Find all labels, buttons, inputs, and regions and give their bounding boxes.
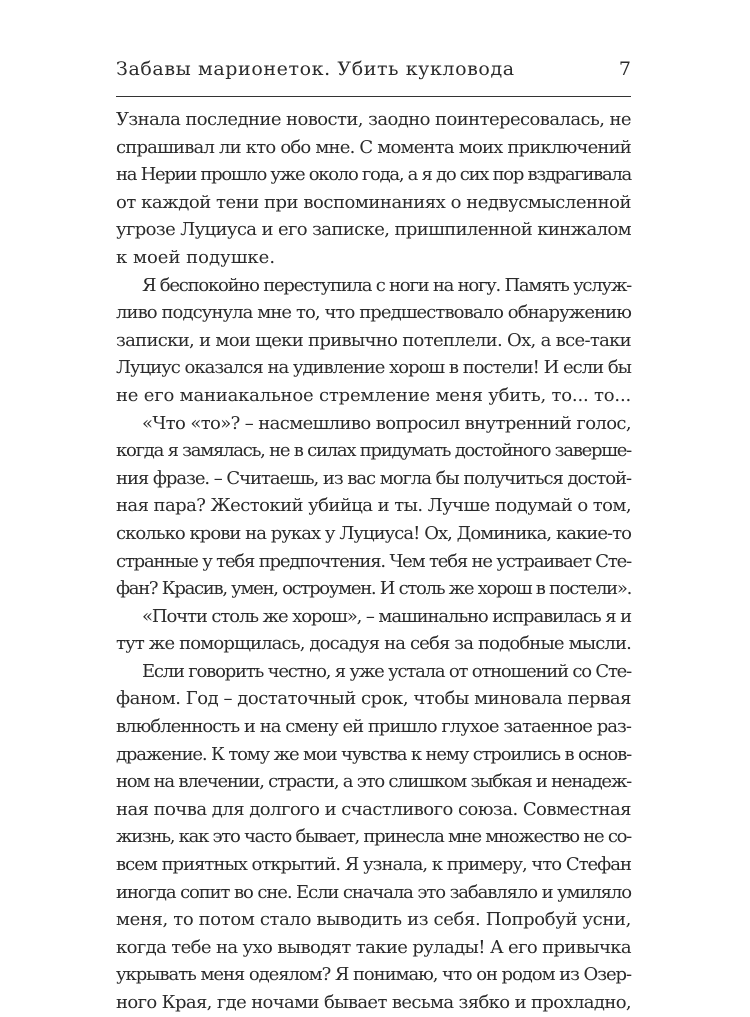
text-line: иногда сопит во сне. Если сначала это забавляло и умиляло	[116, 881, 631, 903]
text-line: «Почти столь же хорош», – машинально исправилась я и	[142, 605, 631, 627]
text-line: не его маниакальное стремление меня убить, то... то...	[116, 384, 631, 406]
text-line: ливо подсунула мне то, что предшествовало обнаружению	[116, 302, 631, 324]
text-line: фаном. Год – достаточный срок, чтобы миновала первая	[116, 688, 631, 710]
text-line: Если говорить честно, я уже устала от отношений со Сте-	[142, 660, 631, 682]
text-line: влюбленность и на смену ей пришло глухое затаенное раз-	[116, 716, 631, 738]
paragraph-3	[116, 410, 631, 603]
running-header	[116, 58, 631, 88]
text-line: фан? Красив, умен, остроумен. И столь же хорош в постели».	[116, 578, 631, 600]
paragraph-4	[116, 603, 631, 658]
text-line: угрозе Луциуса и его записке, пришпиленной кинжалом	[116, 219, 631, 241]
text-line: на Нерии прошло уже около года, а я до сих пор вздрагивала	[116, 164, 631, 186]
paragraph-2	[116, 272, 631, 410]
text-line: от каждой тени при воспоминаниях о недвусмысленной	[116, 191, 631, 213]
running-title: Забавы марионеток. Убить кукловода	[116, 58, 515, 80]
paragraph-1	[116, 106, 631, 272]
body-text	[116, 106, 631, 1017]
text-line: ном на влечении, страсти, а это слишком зыбкая и ненадеж-	[116, 771, 631, 793]
text-line: укрывать меня одеялом? Я понимаю, что он родом из Озер-	[116, 964, 632, 986]
header-rule	[116, 96, 631, 97]
text-line: записки, и мои щеки привычно потеплели. Ох, а все-таки	[116, 329, 631, 351]
text-line: спрашивал ли кто обо мне. С момента моих приключений	[116, 136, 631, 158]
text-line: когда я замялась, не в силах придумать достойного заверше-	[116, 440, 631, 462]
text-line: Луциус оказался на удивление хорош в постели! И если бы	[116, 357, 631, 379]
text-line: дражение. К тому же мои чувства к нему строились в основ-	[116, 743, 631, 765]
text-line: когда тебе на ухо выводят такие рулады! А его привычка	[116, 936, 631, 958]
text-line: жизнь, как это часто бывает, принесла мне множество не со-	[116, 826, 631, 848]
text-line: меня, то потом стало выводить из себя. Попробуй усни,	[116, 909, 631, 931]
text-line: сколько крови на руках у Луциуса! Ох, Доминика, какие-то	[116, 522, 631, 544]
text-line: «Что «то»? – насмешливо вопросил внутренний голос,	[142, 412, 631, 434]
text-line: Узнала последние новости, заодно поинтересовалась, не	[116, 109, 631, 130]
text-line: к моей подушке.	[116, 246, 276, 268]
text-line: всем приятных открытий. Я узнала, к примеру, что Стефан	[116, 854, 631, 876]
text-line: тут же поморщилась, досадуя на себя за подобные мысли.	[116, 633, 631, 655]
text-line: странные у тебя предпочтения. Чем тебя не устраивает Сте-	[116, 550, 631, 572]
text-line: ного Края, где ночами бывает весьма зябко и прохладно,	[116, 992, 631, 1013]
paragraph-5	[116, 658, 631, 1017]
text-line: ная почва для долгого и счастливого союза. Совместная	[116, 798, 631, 820]
text-line: ния фразе. – Считаешь, из вас могла бы получиться достой-	[116, 467, 631, 489]
text-line: ная пара? Жестокий убийца и ты. Лучше подумай о том,	[116, 495, 631, 517]
text-line: Я беспокойно переступила с ноги на ногу. Память услуж-	[142, 274, 631, 296]
page-number: 7	[618, 58, 631, 80]
